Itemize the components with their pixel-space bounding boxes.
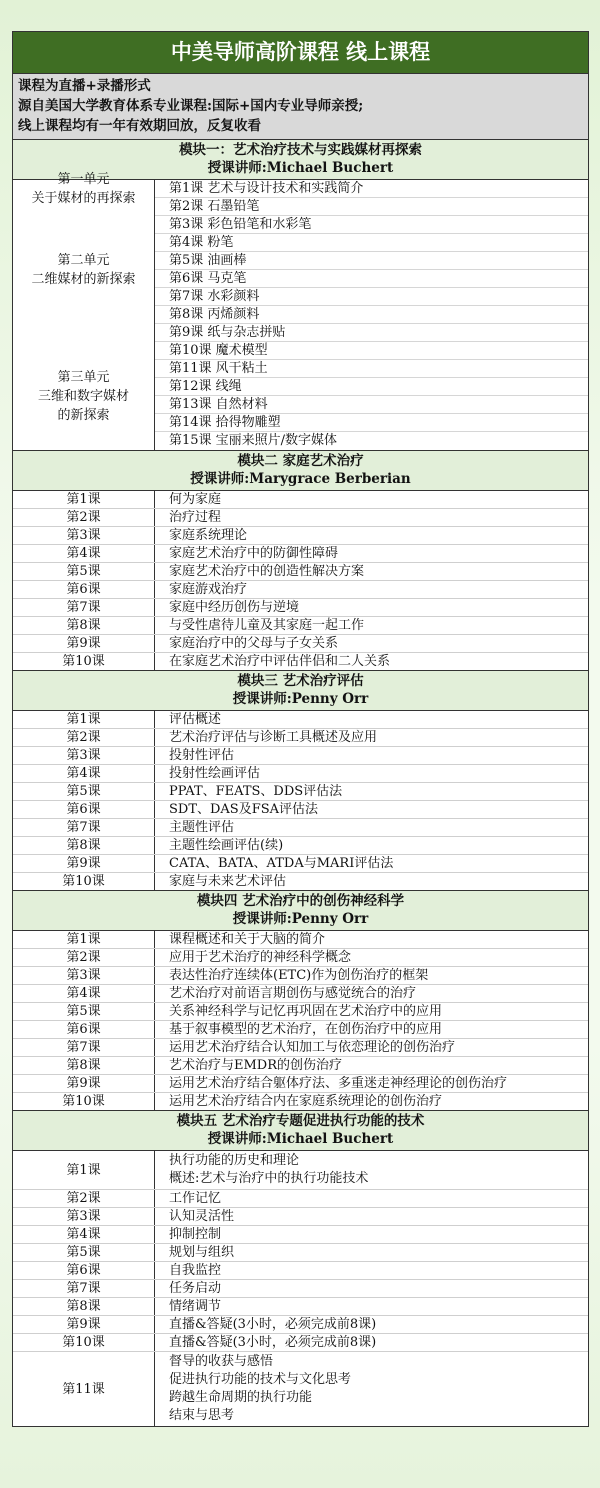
table-row (13, 1151, 588, 1189)
lesson-number: 第8课 (13, 1298, 155, 1315)
lesson-topic: 在家庭艺术治疗中评估伴侣和二人关系 (169, 654, 391, 669)
lesson-title: 第7课 水彩颜料 (169, 289, 260, 304)
table-row (13, 818, 588, 836)
lesson-row (155, 395, 588, 413)
table-row (13, 1207, 588, 1225)
lesson-topic: PPAT、FEATS、DDS评估法 (169, 784, 343, 799)
unit-cell (13, 342, 154, 450)
table-row (13, 1189, 588, 1207)
lesson-number: 第5课 (13, 1244, 155, 1261)
lesson-row (155, 431, 588, 449)
lesson-topic: 课程概述和关于大脑的简介 (169, 932, 326, 947)
table-row (13, 764, 588, 782)
lesson-number: 第11课 (13, 1352, 155, 1426)
lesson-title: 第12课 线绳 (169, 379, 242, 394)
topic-line: 概述:艺术与治疗中的执行功能技术 (169, 1171, 369, 1186)
lesson-title: 第6课 马克笔 (169, 271, 247, 286)
lesson-topic (155, 1151, 588, 1189)
lesson-number: 第3课 (13, 1208, 155, 1225)
lesson-number: 第10课 (13, 1093, 155, 1110)
table-row (13, 526, 588, 544)
lesson-number: 第6课 (13, 1021, 155, 1038)
lesson-title: 第2课 石墨铅笔 (169, 199, 260, 214)
table-row (13, 746, 588, 764)
lesson-topic: 主题性绘画评估(续) (169, 838, 284, 853)
lesson-number: 第2课 (13, 949, 155, 966)
lesson-number: 第4课 (13, 545, 155, 562)
lesson-topic: 运用艺术治疗结合内在家庭系统理论的创伤治疗 (169, 1094, 443, 1109)
table-row (13, 966, 588, 984)
module-5-table (13, 1150, 588, 1426)
unit-label: 关于媒材的再探索 (31, 191, 136, 206)
lesson-title: 第9课 纸与杂志拼贴 (169, 325, 286, 340)
lesson-number: 第7课 (13, 819, 155, 836)
table-row (13, 984, 588, 1002)
lesson-topic: 艺术治疗对前语言期创伤与感觉统合的治疗 (169, 986, 417, 1001)
unit-cell (13, 198, 154, 342)
table-row (13, 1038, 588, 1056)
module-teacher: 授课讲师:Penny Orr (232, 691, 369, 707)
lesson-column (155, 180, 588, 450)
lesson-number: 第7课 (13, 1280, 155, 1297)
table-row (13, 711, 588, 728)
unit-cell (13, 172, 154, 206)
lesson-number: 第5课 (13, 783, 155, 800)
lesson-topic: 投射性评估 (169, 748, 235, 763)
lesson-topic: 何为家庭 (169, 492, 222, 507)
lesson-number: 第6课 (13, 581, 155, 598)
lesson-topic: CATA、BATA、ATDA与MARI评估法 (169, 856, 394, 871)
lesson-topic: 规划与组织 (169, 1245, 235, 1260)
lesson-topic: 基于叙事模型的艺术治疗，在创伤治疗中的应用 (169, 1022, 443, 1037)
lesson-topic: SDT、DAS及FSA评估法 (169, 802, 319, 817)
module-3-table (13, 710, 588, 890)
table-row (13, 1243, 588, 1261)
lesson-row (155, 287, 588, 305)
lesson-row (155, 233, 588, 251)
module-4-table (13, 930, 588, 1110)
lesson-topic: 家庭与未来艺术评估 (169, 874, 287, 889)
module-1-table (13, 172, 588, 450)
lesson-topic: 自我监控 (169, 1263, 222, 1278)
lesson-topic: 家庭系统理论 (169, 528, 248, 543)
lesson-number: 第7课 (13, 599, 155, 616)
page-title: 中美导师高阶课程 线上课程 (13, 32, 588, 73)
table-row (13, 728, 588, 746)
lesson-title: 第1课 艺术与设计技术和实践简介 (169, 181, 364, 196)
module-title: 模块四 艺术治疗中的创伤神经科学 (196, 893, 405, 909)
lesson-topic: 治疗过程 (169, 510, 222, 525)
lesson-number: 第1课 (13, 1151, 155, 1189)
lesson-topic: 任务启动 (169, 1281, 222, 1296)
module-teacher: 授课讲师:Michael Buchert (207, 1131, 394, 1147)
unit-label: 二维媒材的新探索 (31, 272, 136, 287)
lesson-topic: 直播&答疑(3小时，必须完成前8课) (169, 1335, 377, 1350)
lesson-topic: 艺术治疗评估与诊断工具概述及应用 (169, 730, 378, 745)
lesson-topic (155, 1352, 588, 1426)
intro-line: 源自美国大学教育体系专业课程:国际+国内专业导师亲授; (18, 98, 364, 114)
lesson-title: 第3课 彩色铅笔和水彩笔 (169, 217, 312, 232)
table-row (13, 1225, 588, 1243)
intro-box (13, 73, 588, 139)
lesson-number: 第7课 (13, 1039, 155, 1056)
table-row (13, 562, 588, 580)
module-2-table (13, 490, 588, 670)
lesson-topic: 运用艺术治疗结合躯体疗法、多重迷走神经理论的创伤治疗 (169, 1076, 508, 1091)
table-row (13, 508, 588, 526)
lesson-number: 第3课 (13, 967, 155, 984)
table-row (13, 634, 588, 652)
lesson-topic: 工作记忆 (169, 1191, 222, 1206)
lesson-number: 第9课 (13, 1316, 155, 1333)
course-sheet (12, 31, 589, 1427)
lesson-number: 第8课 (13, 837, 155, 854)
lesson-topic: 关系神经科学与记忆再巩固在艺术治疗中的应用 (169, 1004, 443, 1019)
lesson-topic: 直播&答疑(3小时，必须完成前8课) (169, 1317, 377, 1332)
lesson-number: 第1课 (13, 711, 155, 728)
lesson-title: 第4课 粉笔 (169, 235, 234, 250)
module-2-header (13, 450, 588, 490)
lesson-topic: 抑制控制 (169, 1227, 222, 1242)
lesson-number: 第4课 (13, 765, 155, 782)
table-row (13, 652, 588, 670)
lesson-number: 第3课 (13, 747, 155, 764)
lesson-title: 第14课 拾得物雕塑 (169, 415, 281, 430)
topic-line: 督导的收获与感悟 (169, 1354, 274, 1369)
lesson-topic: 认知灵活性 (169, 1209, 235, 1224)
unit-column (13, 172, 155, 450)
lesson-number: 第2课 (13, 509, 155, 526)
lesson-number: 第9课 (13, 855, 155, 872)
lesson-topic: 艺术治疗与EMDR的创伤治疗 (169, 1058, 343, 1073)
unit-label: 三维和数字媒材 (37, 388, 129, 404)
lesson-topic: 家庭中经历创伤与逆境 (169, 600, 300, 615)
lesson-title: 第10课 魔术模型 (169, 343, 268, 358)
module-title: 模块五 艺术治疗专题促进执行功能的技术 (176, 1113, 425, 1129)
table-row (13, 854, 588, 872)
module-5-header (13, 1110, 588, 1150)
table-row (13, 1002, 588, 1020)
module-title: 模块二 家庭艺术治疗 (237, 453, 364, 469)
lesson-number: 第4课 (13, 985, 155, 1002)
table-row (13, 800, 588, 818)
table-row (13, 580, 588, 598)
unit-label: 的新探索 (57, 407, 110, 423)
module-3-header (13, 670, 588, 710)
lesson-number: 第6课 (13, 801, 155, 818)
lesson-number: 第4课 (13, 1226, 155, 1243)
table-row (13, 598, 588, 616)
table-row (13, 1297, 588, 1315)
lesson-number: 第9课 (13, 635, 155, 652)
lesson-row (155, 377, 588, 395)
table-row (13, 782, 588, 800)
lesson-topic: 家庭艺术治疗中的创造性解决方案 (169, 564, 365, 579)
lesson-topic: 与受性虐待儿童及其家庭一起工作 (169, 618, 365, 633)
lesson-number: 第5课 (13, 563, 155, 580)
lesson-topic: 家庭艺术治疗中的防御性障碍 (169, 546, 339, 561)
table-row (13, 872, 588, 890)
module-teacher: 授课讲师:Michael Buchert (207, 160, 394, 176)
lesson-number: 第2课 (13, 1190, 155, 1207)
lesson-number: 第10课 (13, 873, 155, 890)
module-title: 模块一：艺术治疗技术与实践媒材再探索 (179, 142, 422, 158)
unit-label: 第一单元 (57, 172, 110, 187)
table-row (13, 491, 588, 508)
lesson-number: 第2课 (13, 729, 155, 746)
table-row (13, 1092, 588, 1110)
lesson-topic: 应用于艺术治疗的神经科学概念 (169, 950, 352, 965)
lesson-number: 第8课 (13, 617, 155, 634)
lesson-number: 第9课 (13, 1075, 155, 1092)
table-row (13, 931, 588, 948)
lesson-title: 第5课 油画棒 (169, 253, 247, 268)
lesson-number: 第3课 (13, 527, 155, 544)
unit-label: 第三单元 (57, 369, 110, 385)
unit-label: 第二单元 (57, 253, 110, 268)
lesson-topic: 投射性绘画评估 (169, 766, 261, 781)
lesson-row (155, 305, 588, 323)
lesson-topic: 表达性治疗连续体(ETC)作为创伤治疗的框架 (169, 968, 429, 983)
topic-line: 跨越生命周期的执行功能 (169, 1390, 313, 1405)
lesson-title: 第15课 宝丽来照片/数字媒体 (169, 433, 338, 448)
lesson-topic: 评估概述 (169, 712, 222, 727)
table-row (13, 1315, 588, 1333)
lesson-row (155, 341, 588, 359)
table-row (13, 1074, 588, 1092)
lesson-number: 第10课 (13, 1334, 155, 1351)
lesson-number: 第5课 (13, 1003, 155, 1020)
lesson-number: 第1课 (13, 491, 155, 508)
table-row (13, 1056, 588, 1074)
lesson-topic: 主题性评估 (169, 820, 235, 835)
module-teacher: 授课讲师:Penny Orr (232, 911, 369, 927)
intro-line: 课程为直播+录播形式 (18, 78, 151, 94)
lesson-row (155, 251, 588, 269)
table-row (13, 1261, 588, 1279)
module-4-header (13, 890, 588, 930)
module-title: 模块三 艺术治疗评估 (237, 673, 364, 689)
module-teacher: 授课讲师:Marygrace Berberian (190, 471, 411, 487)
intro-line: 线上课程均有一年有效期回放，反复收看 (18, 118, 261, 134)
lesson-number: 第8课 (13, 1057, 155, 1074)
topic-line: 促进执行功能的技术与文化思考 (169, 1372, 352, 1387)
table-row (13, 1351, 588, 1426)
table-row (13, 948, 588, 966)
lesson-row (155, 180, 588, 197)
lesson-topic: 家庭治疗中的父母与子女关系 (169, 636, 339, 651)
topic-line: 结束与思考 (169, 1408, 235, 1423)
topic-line: 执行功能的历史和理论 (169, 1153, 300, 1168)
lesson-row (155, 215, 588, 233)
lesson-row (155, 197, 588, 215)
lesson-row (155, 323, 588, 341)
lesson-number: 第6课 (13, 1262, 155, 1279)
table-row (13, 836, 588, 854)
lesson-row (155, 359, 588, 377)
lesson-topic: 家庭游戏治疗 (169, 582, 248, 597)
lesson-title: 第13课 自然材料 (169, 397, 268, 412)
table-row (13, 1333, 588, 1351)
lesson-topic: 运用艺术治疗结合认知加工与依恋理论的创伤治疗 (169, 1040, 456, 1055)
table-row (13, 1279, 588, 1297)
lesson-number: 第1课 (13, 931, 155, 948)
lesson-number: 第10课 (13, 653, 155, 670)
table-row (13, 616, 588, 634)
table-row (13, 1020, 588, 1038)
table-row (13, 544, 588, 562)
lesson-title: 第8课 丙烯颜料 (169, 307, 260, 322)
lesson-topic: 情绪调节 (169, 1299, 222, 1314)
lesson-title: 第11课 风干粘土 (169, 361, 268, 376)
lesson-row (155, 413, 588, 431)
lesson-row (155, 269, 588, 287)
